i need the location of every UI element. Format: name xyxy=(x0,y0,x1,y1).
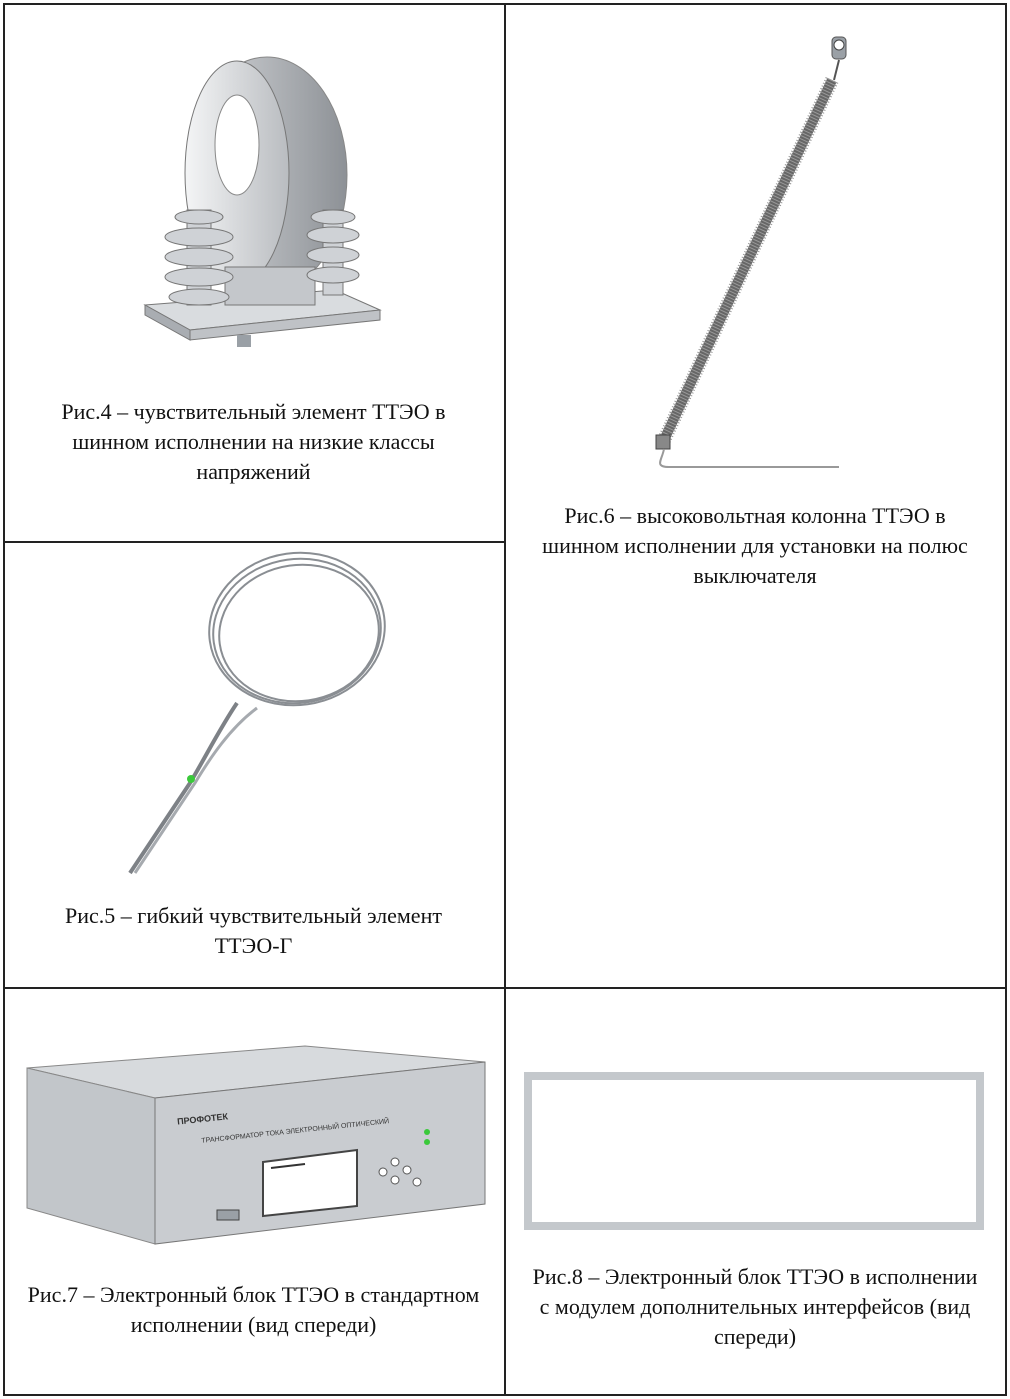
fig6-cell xyxy=(504,5,1006,983)
fig8-caption: Рис.8 – Электронный блок ТТЭО в исполнении с модулем дополнительных интерфейсов (вид спереди) xyxy=(532,1264,978,1349)
fig4-cell xyxy=(5,5,502,540)
fig6-caption: Рис.6 – высоковольтная колонна ТТЭО в шинном исполнении для установки на полюс выключателя xyxy=(542,503,968,588)
fig7-panel-title: ТРАНСФОРМАТОР ТОКА ЭЛЕКТРОННЫЙ ОПТИЧЕСКИЙ xyxy=(201,1118,390,1145)
fig7-cell xyxy=(5,986,502,1396)
fig6-column-image xyxy=(504,5,1006,485)
fig4-caption: Рис.4 – чувствительный элемент ТТЭО в шинном исполнении на низкие классы напряжений xyxy=(61,399,446,484)
fig7-panel-brand: ПРОФОТЕК xyxy=(176,1111,229,1127)
fig8-unit-image xyxy=(504,986,1006,1246)
fig5-cell xyxy=(5,543,502,983)
fig5-caption: Рис.5 – гибкий чувствительный элемент ТТЭО-Г xyxy=(65,903,442,958)
fig7-caption: Рис.7 – Электронный блок ТТЭО в стандартном исполнении (вид спереди) xyxy=(27,1282,480,1337)
fig8-cell xyxy=(504,986,1006,1396)
fig4-toroid-image xyxy=(5,5,502,365)
fig7-rack-unit-image xyxy=(5,986,502,1256)
fig5-flexible-loop-image xyxy=(5,543,502,883)
